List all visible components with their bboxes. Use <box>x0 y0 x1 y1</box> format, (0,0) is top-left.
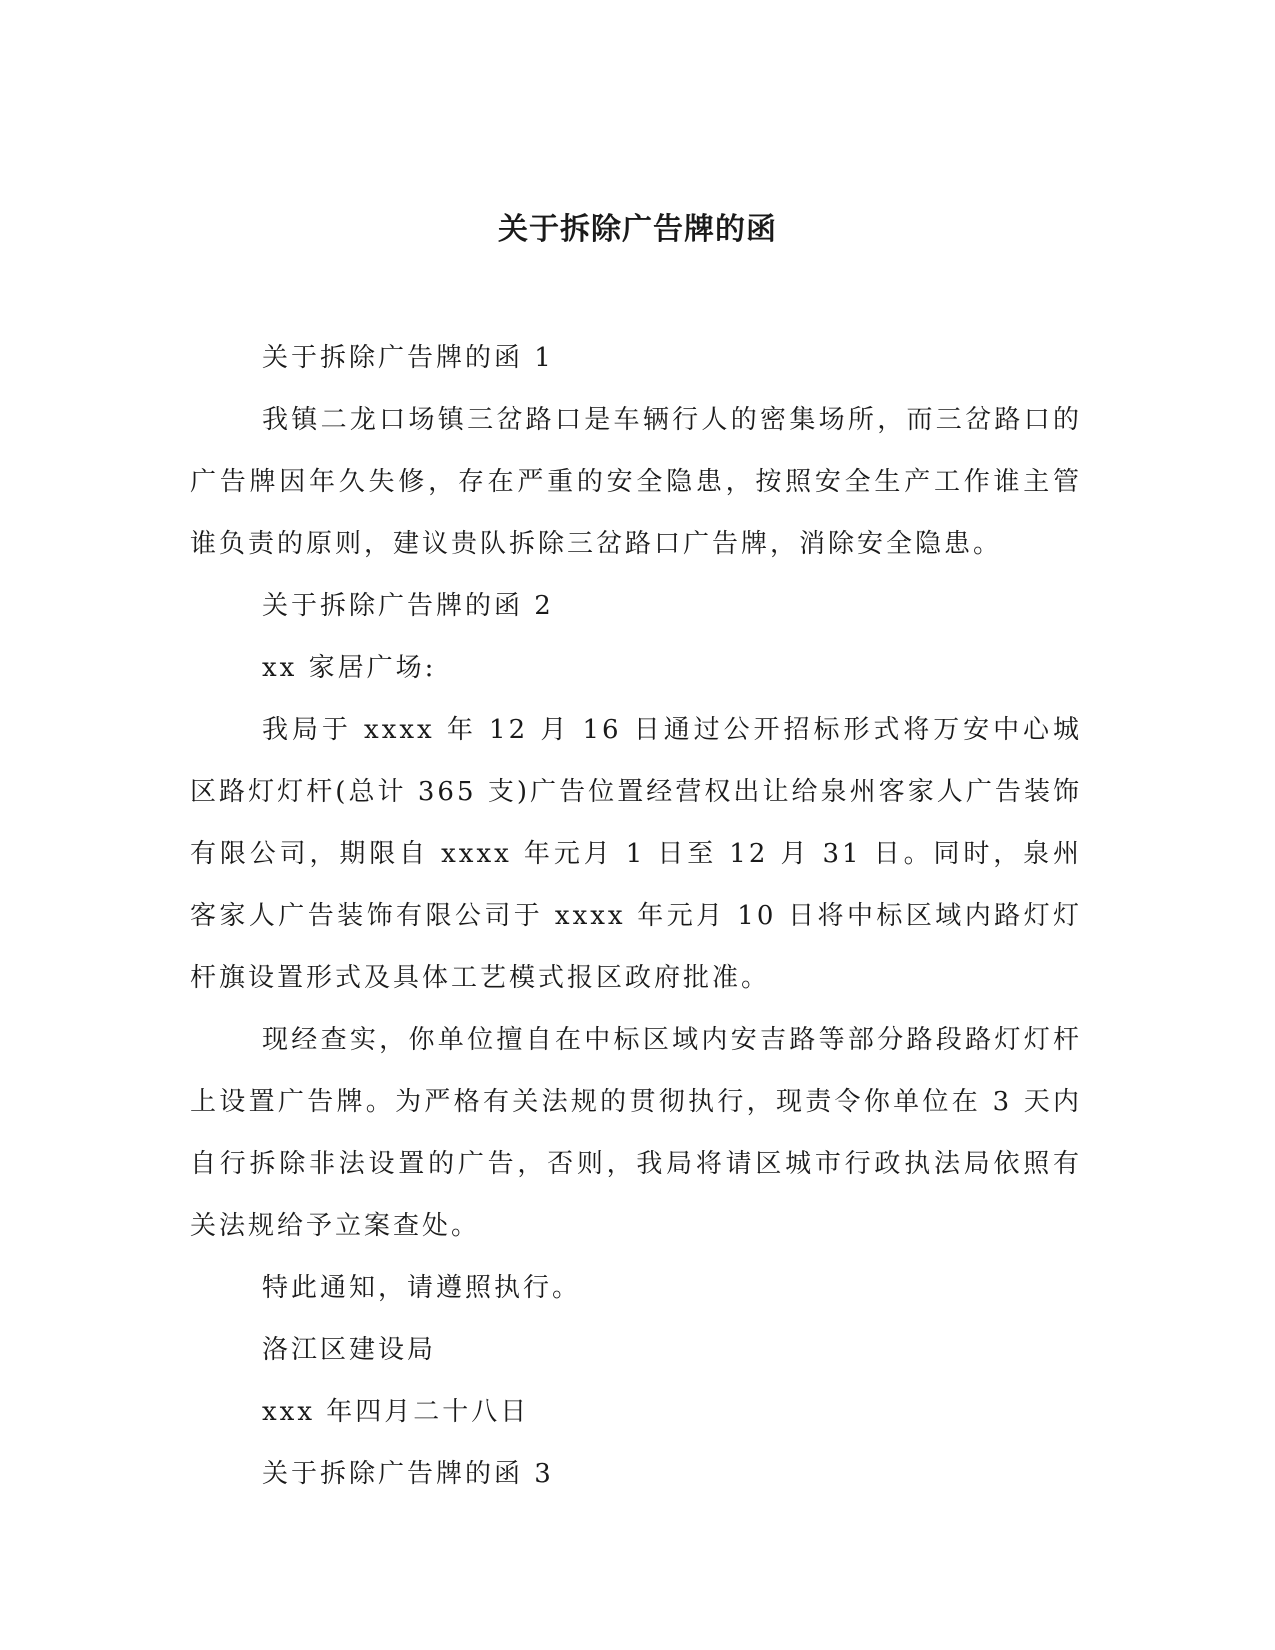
page-title: 关于拆除广告牌的函 <box>498 212 777 247</box>
paragraph: 我局于 xxxx 年 12 月 16 日通过公开招标形式将万安中心城区路灯灯杆(总计 365 支)广告位置经营权出让给泉州客家人广告装饰有限公司，期限自 xxxx 年元月 1 日至 12 月 31 日。同时，泉州客家人广告装饰有限公司于 xxxx 年元月 10 日将中标区域内路灯灯杆旗设置形式及具体工艺模式报区政府批准。 <box>190 715 1082 993</box>
paragraph: 我镇二龙口场镇三岔路口是车辆行人的密集场所，而三岔路口的广告牌因年久失修，存在严重的安全隐患，按照安全生产工作谁主管谁负责的原则，建议贵队拆除三岔路口广告牌，消除安全隐患。 <box>190 405 1082 559</box>
section-heading-3: 关于拆除广告牌的函 3 <box>262 1459 554 1489</box>
signature-date: xxx 年四月二十八日 <box>262 1397 530 1427</box>
document-body <box>190 327 1082 1505</box>
closing-line: 特此通知，请遵照执行。 <box>262 1273 582 1303</box>
section-heading-2: 关于拆除广告牌的函 2 <box>262 591 554 621</box>
section-heading-1: 关于拆除广告牌的函 1 <box>262 343 554 373</box>
signature-organization: 洛江区建设局 <box>262 1335 437 1365</box>
paragraph: 现经查实，你单位擅自在中标区域内安吉路等部分路段路灯灯杆上设置广告牌。为严格有关法规的贯彻执行，现责令你单位在 3 天内自行拆除非法设置的广告，否则，我局将请区城市行政执法局依照有关法规给予立案查处。 <box>190 1025 1082 1241</box>
salutation: xx 家居广场: <box>262 653 437 683</box>
